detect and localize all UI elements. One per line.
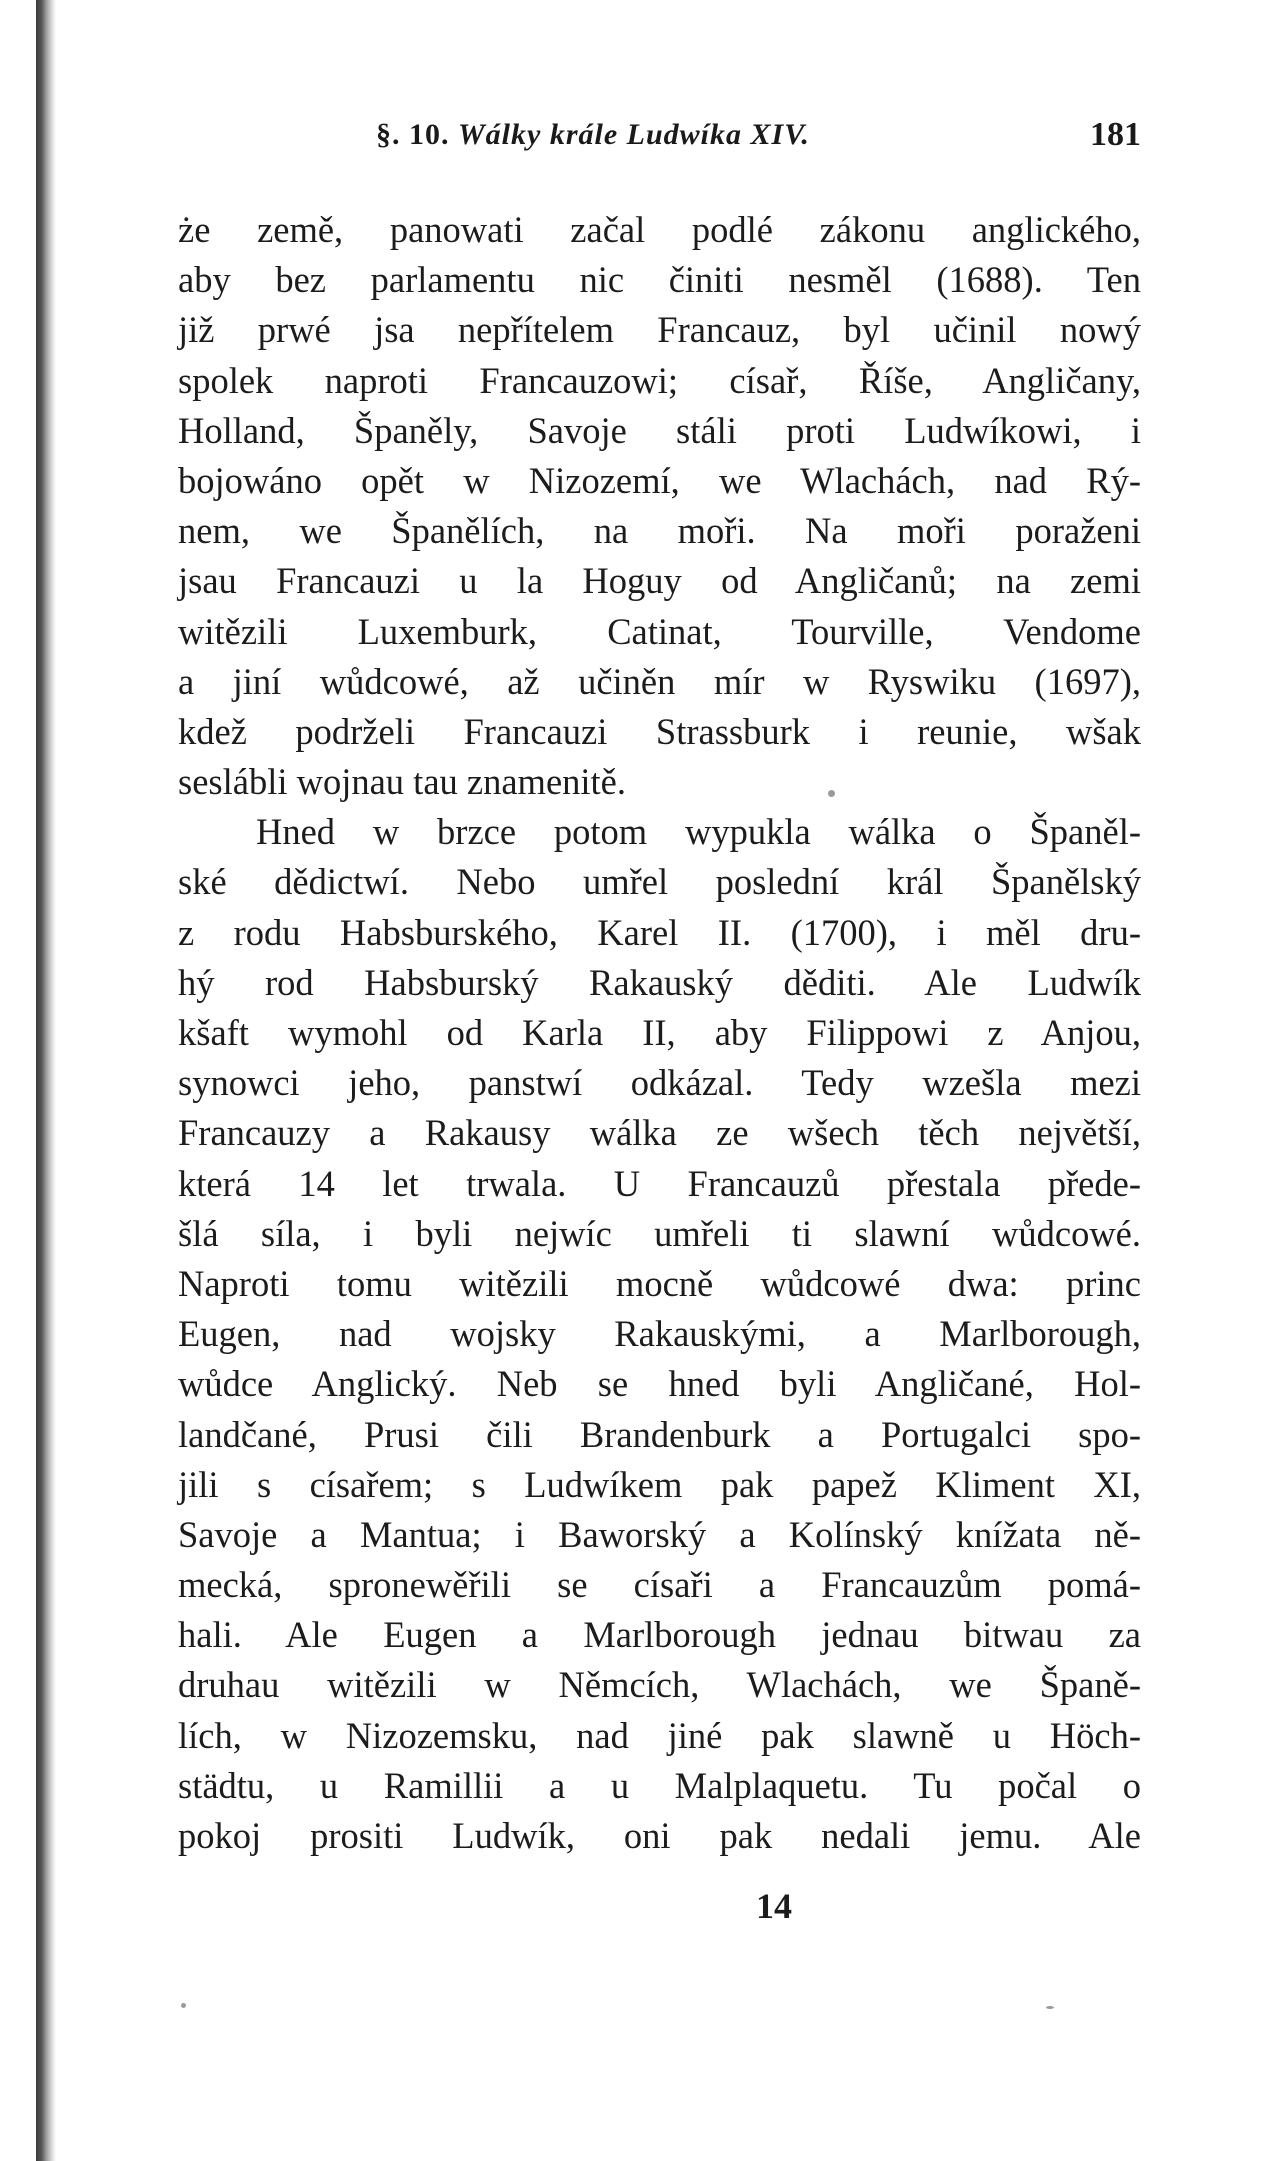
text-line: ské dědictwí. Nebo umřel poslední král Španělský <box>178 861 1141 903</box>
text-line: städtu, u Ramillii a u Malplaquetu. Tu počal o <box>178 1764 1141 1806</box>
text-line: Holland, Španěly, Savoje stáli proti Ludwíkowi, i <box>178 409 1141 451</box>
text-line: Savoje a Mantua; i Baworský a Kolínský knížata ně- <box>178 1513 1141 1555</box>
signature-mark: 14 <box>756 1886 792 1926</box>
text-line: kšaft wymohl od Karla II, aby Filippowi z Anjou, <box>178 1012 1141 1053</box>
text-line: witězili Luxemburk, Catinat, Tourville, Vendome <box>178 610 1141 652</box>
text-line: aby bez parlamentu nic činiti nesměl (1688). Ten <box>178 259 1141 301</box>
text-line: bojowáno opět w Nizozemí, we Wlachách, nad Rý- <box>178 459 1141 501</box>
text-line: synowci jeho, panstwí odkázal. Tedy wzešla mezi <box>178 1062 1141 1104</box>
text-line: již prwé jsa nepřítelem Francauz, byl učinil nowý <box>178 309 1141 351</box>
paper-speck <box>828 790 835 797</box>
chapter-title: Wálky krále Ludwíka XIV. <box>458 118 810 151</box>
text-line: landčané, Prusi čili Brandenburk a Portugalci spo- <box>178 1413 1141 1455</box>
text-line: šlá síla, i byli nejwíc umřeli ti slawní wůdcowé. <box>178 1212 1141 1254</box>
text-line: hali. Ale Eugen a Marlborough jednau bitwau za <box>178 1614 1141 1656</box>
running-title <box>376 118 810 152</box>
text-line: a jiní wůdcowé, až učiněn mír w Ryswiku (1697), <box>178 660 1141 702</box>
text-line: kdež podrželi Francauzi Strassburk i reunie, wšak <box>178 710 1141 752</box>
paper-speck <box>1046 2006 1054 2009</box>
text-line: nem, we Španělích, na moři. Na moři poraženi <box>178 510 1141 552</box>
page-number: 181 <box>1090 116 1141 153</box>
text-line: że země, panowati začal podlé zákonu anglického, <box>178 209 1141 250</box>
book-page <box>56 0 1277 2161</box>
text-line: lích, w Nizozemsku, nad jiné pak slawně u Höch- <box>178 1714 1141 1756</box>
running-header <box>326 118 1141 168</box>
text-line: Eugen, nad wojsky Rakauskými, a Marlborough, <box>178 1313 1141 1355</box>
text-line: z rodu Habsburského, Karel II. (1700), i měl dru- <box>178 911 1141 953</box>
text-line: jili s císařem; s Ludwíkem pak papež Kliment XI, <box>178 1463 1141 1505</box>
text-line: druhau witězili w Němcích, Wlachách, we Španě- <box>178 1664 1141 1706</box>
text-line: Naproti tomu witězili mocně wůdcowé dwa: princ <box>178 1262 1141 1304</box>
text-line: která 14 let trwala. U Francauzů přestala přede- <box>178 1162 1141 1204</box>
paper-speck <box>181 2003 186 2008</box>
text-line: spolek naproti Francauzowi; císař, Říše, Angličany, <box>178 359 1141 401</box>
section-number: §. 10. <box>376 118 450 151</box>
paragraph-first-line: Hned w brzce potom wypukla wálka o Španěl- <box>256 811 1141 853</box>
text-line: jsau Francauzi u la Hoguy od Angličanů; na zemi <box>178 560 1141 602</box>
text-line: pokoj prositi Ludwík, oni pak nedali jemu. Ale <box>178 1815 1141 1856</box>
text-line: Francauzy a Rakausy wálka ze wšech těch největší, <box>178 1112 1141 1154</box>
body-text <box>178 205 1141 1861</box>
text-line: wůdce Anglický. Neb se hned byli Angličané, Hol- <box>178 1363 1141 1405</box>
paragraph-end-line: seslábli wojnau tau znamenitě. <box>178 761 626 803</box>
text-line: mecká, spronewěřili se císaři a Francauzům pomá- <box>178 1564 1141 1606</box>
scan-binding-edge <box>36 0 56 2161</box>
text-line: hý rod Habsburský Rakauský děditi. Ale Ludwík <box>178 961 1141 1003</box>
